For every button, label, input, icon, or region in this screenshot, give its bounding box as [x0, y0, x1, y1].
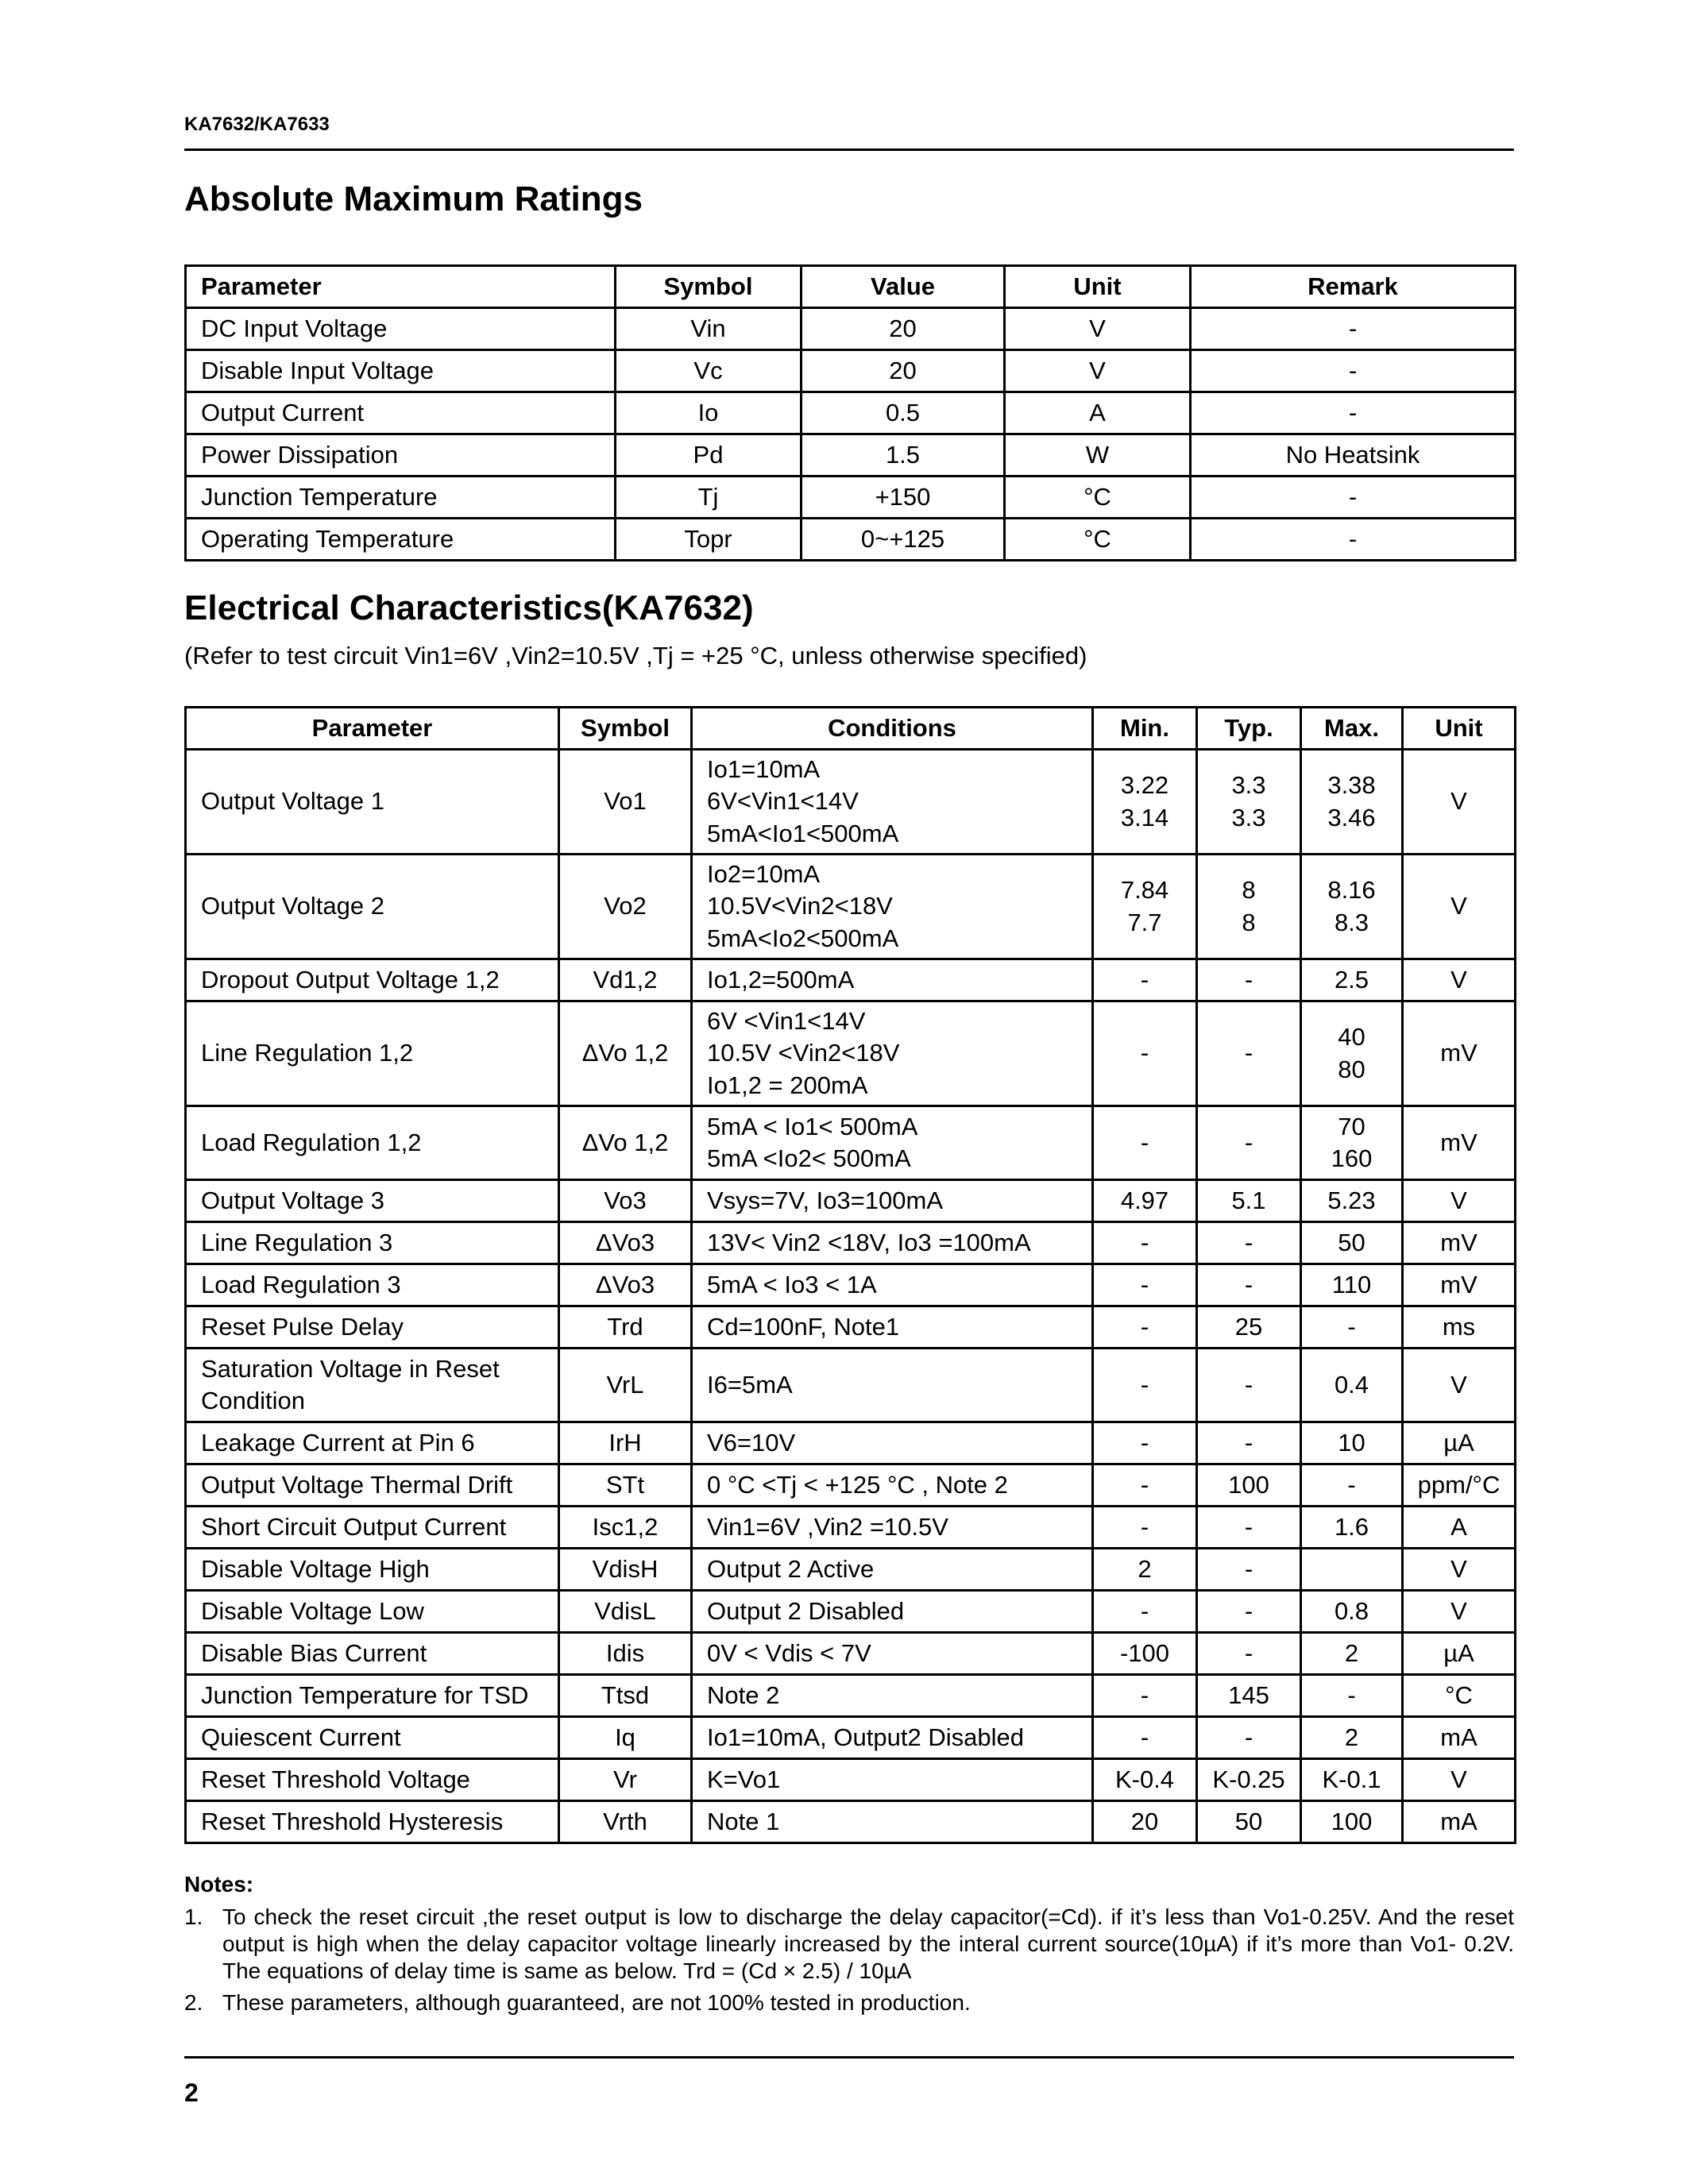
col-header: Symbol	[616, 266, 802, 308]
table-cell: Output Voltage 3	[186, 1180, 559, 1222]
table-cell: -	[1197, 1264, 1301, 1306]
table-cell: 13V< Vin2 <18V, Io3 =100mA	[692, 1222, 1093, 1264]
table-cell: V	[1403, 750, 1516, 855]
table-cell: ΔVo3	[559, 1264, 692, 1306]
table-cell: 4.97	[1093, 1180, 1197, 1222]
table-row	[186, 1001, 1516, 1106]
table-cell: Vsys=7V, Io3=100mA	[692, 1180, 1093, 1222]
table-cell: K=Vo1	[692, 1759, 1093, 1801]
table-cell: µA	[1403, 1422, 1516, 1464]
table-cell: mV	[1403, 1106, 1516, 1180]
table-cell: -	[1197, 1422, 1301, 1464]
table-cell: Ttsd	[559, 1675, 692, 1717]
table-cell: -	[1191, 308, 1516, 350]
table-cell: Io	[616, 392, 802, 434]
col-header: Min.	[1093, 708, 1197, 750]
table-cell: Idis	[559, 1633, 692, 1675]
table-cell: V	[1403, 1180, 1516, 1222]
table-cell: 0.5	[802, 392, 1005, 434]
table-row	[186, 434, 1516, 477]
table-cell: Reset Threshold Voltage	[186, 1759, 559, 1801]
table-cell: 2	[1301, 1717, 1403, 1759]
table-row	[186, 1464, 1516, 1507]
table-cell: 2	[1301, 1633, 1403, 1675]
table-cell: Leakage Current at Pin 6	[186, 1422, 559, 1464]
table-cell: Topr	[616, 519, 802, 561]
table-cell: µA	[1403, 1633, 1516, 1675]
table-cell: 145	[1197, 1675, 1301, 1717]
table-cell: -	[1301, 1306, 1403, 1349]
table-cell: -	[1197, 1549, 1301, 1591]
table-cell: IrH	[559, 1422, 692, 1464]
note-item	[184, 1904, 1514, 1985]
table-cell: 0 °C <Tj < +125 °C , Note 2	[692, 1464, 1093, 1507]
table-cell: Disable Bias Current	[186, 1633, 559, 1675]
table-cell: Load Regulation 3	[186, 1264, 559, 1306]
table-cell: 7.84 7.7	[1093, 855, 1197, 959]
note-text: These parameters, although guaranteed, are not 100% tested in production.	[222, 1990, 971, 2015]
table-cell: I6=5mA	[692, 1349, 1093, 1422]
table-row	[186, 1801, 1516, 1843]
table-cell: Reset Pulse Delay	[186, 1306, 559, 1349]
table-cell: 6V <Vin1<14V 10.5V <Vin2<18V Io1,2 = 200mA	[692, 1001, 1093, 1106]
table-cell: 1.5	[802, 434, 1005, 477]
table-cell: Vd1,2	[559, 959, 692, 1001]
note-number: 2.	[184, 1990, 203, 2015]
col-header: Max.	[1301, 708, 1403, 750]
table-row	[186, 1507, 1516, 1549]
table-cell: -	[1093, 1507, 1197, 1549]
document-header: KA7632/KA7633	[184, 114, 330, 135]
table-cell: V6=10V	[692, 1422, 1093, 1464]
table-cell: Vin	[616, 308, 802, 350]
table-cell: DC Input Voltage	[186, 308, 616, 350]
table-cell: -	[1197, 1222, 1301, 1264]
table-cell: °C	[1005, 477, 1191, 519]
table-cell: 8.16 8.3	[1301, 855, 1403, 959]
table-cell: Quiescent Current	[186, 1717, 559, 1759]
table-cell: Cd=100nF, Note1	[692, 1306, 1093, 1349]
table-cell: Load Regulation 1,2	[186, 1106, 559, 1180]
table-row	[186, 1633, 1516, 1675]
table-cell: Line Regulation 3	[186, 1222, 559, 1264]
table-cell: V	[1403, 1549, 1516, 1591]
table-cell: -	[1191, 519, 1516, 561]
table-cell: 10	[1301, 1422, 1403, 1464]
table-row	[186, 308, 1516, 350]
table-cell: V	[1403, 1349, 1516, 1422]
table-cell: -	[1197, 1349, 1301, 1422]
table-cell: Vin1=6V ,Vin2 =10.5V	[692, 1507, 1093, 1549]
table-cell: Reset Threshold Hysteresis	[186, 1801, 559, 1843]
table-cell: V	[1403, 855, 1516, 959]
footer-rule	[184, 2056, 1514, 2059]
table-row	[186, 1422, 1516, 1464]
table-cell: ΔVo3	[559, 1222, 692, 1264]
table-cell: A	[1403, 1507, 1516, 1549]
table-cell: Note 1	[692, 1801, 1093, 1843]
col-header: Value	[802, 266, 1005, 308]
table-cell: Junction Temperature	[186, 477, 616, 519]
table-cell: -	[1093, 1591, 1197, 1633]
table-cell: V	[1403, 1759, 1516, 1801]
table-row	[186, 1675, 1516, 1717]
table-cell: Output Voltage Thermal Drift	[186, 1464, 559, 1507]
table-cell: 40 80	[1301, 1001, 1403, 1106]
table-cell: Saturation Voltage in Reset Condition	[186, 1349, 559, 1422]
table-cell: -	[1191, 350, 1516, 392]
table-cell: Disable Input Voltage	[186, 350, 616, 392]
col-header: Parameter	[186, 708, 559, 750]
table-cell: 5mA < Io1< 500mA 5mA <Io2< 500mA	[692, 1106, 1093, 1180]
table-cell: Vo1	[559, 750, 692, 855]
table-cell: °C	[1005, 519, 1191, 561]
table-cell: 100	[1301, 1801, 1403, 1843]
table-row	[186, 1222, 1516, 1264]
table-row	[186, 1306, 1516, 1349]
notes-section	[184, 1872, 1514, 2021]
table-cell: Output Current	[186, 392, 616, 434]
table-cell: ms	[1403, 1306, 1516, 1349]
table-cell: -	[1197, 1633, 1301, 1675]
table-cell: -	[1197, 1717, 1301, 1759]
table-cell: Vrth	[559, 1801, 692, 1843]
col-header: Remark	[1191, 266, 1516, 308]
table-cell: mA	[1403, 1717, 1516, 1759]
table-cell: Junction Temperature for TSD	[186, 1675, 559, 1717]
table-cell: 5mA < Io3 < 1A	[692, 1264, 1093, 1306]
table-row	[186, 750, 1516, 855]
col-header: Unit	[1005, 266, 1191, 308]
table-row	[186, 1759, 1516, 1801]
note-text: To check the reset circuit ,the reset output is low to discharge the delay capacitor(=Cd). if it’s less than Vo1-0.25V. And the reset output is high when the delay capacitor voltage linearly increased by the interal current source(10µA) if it’s more than Vo1- 0.2V. The equations of delay time is same as below. Trd = (Cd × 2.5) / 10µA	[222, 1904, 1514, 1983]
table-row	[186, 1349, 1516, 1422]
table-row	[186, 1591, 1516, 1633]
table-cell: 2.5	[1301, 959, 1403, 1001]
elec-char-subtitle: (Refer to test circuit Vin1=6V ,Vin2=10.5V ,Tj = +25 °C, unless otherwise specified)	[184, 642, 1087, 669]
table-cell: Output 2 Active	[692, 1549, 1093, 1591]
table-cell: Output 2 Disabled	[692, 1591, 1093, 1633]
table-cell: Tj	[616, 477, 802, 519]
table-cell: 3.3 3.3	[1197, 750, 1301, 855]
table-cell: Short Circuit Output Current	[186, 1507, 559, 1549]
table-cell: 20	[802, 350, 1005, 392]
table-cell: Vr	[559, 1759, 692, 1801]
table-cell: +150	[802, 477, 1005, 519]
table-cell: 2	[1093, 1549, 1197, 1591]
table-cell: Io1=10mA, Output2 Disabled	[692, 1717, 1093, 1759]
col-header: Parameter	[186, 266, 616, 308]
table-cell: Isc1,2	[559, 1507, 692, 1549]
table-row	[186, 1264, 1516, 1306]
page-number: 2	[184, 2078, 199, 2107]
table-cell: -100	[1093, 1633, 1197, 1675]
table-cell: -	[1301, 1464, 1403, 1507]
table-row	[186, 519, 1516, 561]
table-row	[186, 1717, 1516, 1759]
table-cell: Operating Temperature	[186, 519, 616, 561]
table-cell: mV	[1403, 1264, 1516, 1306]
table-cell: V	[1403, 1591, 1516, 1633]
table-cell: °C	[1403, 1675, 1516, 1717]
table-row	[186, 1180, 1516, 1222]
table-cell: Io1,2=500mA	[692, 959, 1093, 1001]
table-cell: 70 160	[1301, 1106, 1403, 1180]
table-cell: -	[1301, 1675, 1403, 1717]
note-number: 1.	[184, 1904, 203, 1929]
abs-max-title: Absolute Maximum Ratings	[184, 179, 643, 218]
table-cell: K-0.25	[1197, 1759, 1301, 1801]
table-cell: 0.8	[1301, 1591, 1403, 1633]
table-cell: -	[1093, 1464, 1197, 1507]
table-cell	[1301, 1549, 1403, 1591]
table-cell: ppm/°C	[1403, 1464, 1516, 1507]
col-header: Conditions	[692, 708, 1093, 750]
table-row	[186, 1549, 1516, 1591]
table-cell: 20	[1093, 1801, 1197, 1843]
table-cell: ΔVo 1,2	[559, 1001, 692, 1106]
table-cell: -	[1093, 1264, 1197, 1306]
table-cell: Disable Voltage High	[186, 1549, 559, 1591]
table-cell: K-0.4	[1093, 1759, 1197, 1801]
table-cell: 20	[802, 308, 1005, 350]
table-row	[186, 392, 1516, 434]
table-cell: Disable Voltage Low	[186, 1591, 559, 1633]
table-cell: VrL	[559, 1349, 692, 1422]
table-cell: 0~+125	[802, 519, 1005, 561]
table-row	[186, 477, 1516, 519]
table-cell: Output Voltage 2	[186, 855, 559, 959]
table-cell: K-0.1	[1301, 1759, 1403, 1801]
table-cell: -	[1093, 1422, 1197, 1464]
table-row	[186, 350, 1516, 392]
table-cell: Note 2	[692, 1675, 1093, 1717]
table-cell: 50	[1197, 1801, 1301, 1843]
table-cell: -	[1093, 1001, 1197, 1106]
table-cell: A	[1005, 392, 1191, 434]
col-header: Typ.	[1197, 708, 1301, 750]
table-cell: mA	[1403, 1801, 1516, 1843]
table-cell: Vc	[616, 350, 802, 392]
table-cell: -	[1197, 1106, 1301, 1180]
table-cell: -	[1197, 1507, 1301, 1549]
note-item	[184, 1989, 1514, 2016]
table-cell: mV	[1403, 1001, 1516, 1106]
col-header: Unit	[1403, 708, 1516, 750]
table-cell: No Heatsink	[1191, 434, 1516, 477]
table-cell: -	[1093, 1222, 1197, 1264]
table-cell: mV	[1403, 1222, 1516, 1264]
table-cell: 1.6	[1301, 1507, 1403, 1549]
notes-title: Notes:	[184, 1872, 254, 1897]
table-cell: 0.4	[1301, 1349, 1403, 1422]
table-cell: 110	[1301, 1264, 1403, 1306]
table-cell: -	[1093, 1106, 1197, 1180]
table-cell: ΔVo 1,2	[559, 1106, 692, 1180]
table-cell: -	[1191, 392, 1516, 434]
table-cell: -	[1197, 1591, 1301, 1633]
col-header: Symbol	[559, 708, 692, 750]
table-cell: Dropout Output Voltage 1,2	[186, 959, 559, 1001]
table-row	[186, 855, 1516, 959]
table-cell: 100	[1197, 1464, 1301, 1507]
table-cell: Trd	[559, 1306, 692, 1349]
table-cell: 3.22 3.14	[1093, 750, 1197, 855]
table-cell: STt	[559, 1464, 692, 1507]
table-cell: 8 8	[1197, 855, 1301, 959]
table-cell: 50	[1301, 1222, 1403, 1264]
table-cell: Io1=10mA 6V<Vin1<14V 5mA<Io1<500mA	[692, 750, 1093, 855]
table-cell: -	[1093, 1675, 1197, 1717]
table-cell: Line Regulation 1,2	[186, 1001, 559, 1106]
table-cell: W	[1005, 434, 1191, 477]
table-cell: -	[1093, 1349, 1197, 1422]
elec-char-table	[184, 706, 1516, 1844]
table-cell: Output Voltage 1	[186, 750, 559, 855]
table-cell: Vo2	[559, 855, 692, 959]
abs-max-header-row	[186, 266, 1516, 308]
table-cell: VdisH	[559, 1549, 692, 1591]
table-cell: -	[1093, 959, 1197, 1001]
table-cell: -	[1197, 1001, 1301, 1106]
table-cell: 3.38 3.46	[1301, 750, 1403, 855]
table-cell: 25	[1197, 1306, 1301, 1349]
table-cell: V	[1005, 350, 1191, 392]
table-row	[186, 959, 1516, 1001]
table-row	[186, 1106, 1516, 1180]
table-cell: Io2=10mA 10.5V<Vin2<18V 5mA<Io2<500mA	[692, 855, 1093, 959]
table-cell: Iq	[559, 1717, 692, 1759]
table-cell: 0V < Vdis < 7V	[692, 1633, 1093, 1675]
header-rule	[184, 149, 1514, 151]
elec-char-title: Electrical Characteristics(KA7632)	[184, 588, 754, 627]
abs-max-table	[184, 264, 1516, 561]
table-cell: -	[1093, 1717, 1197, 1759]
table-cell: V	[1005, 308, 1191, 350]
table-cell: VdisL	[559, 1591, 692, 1633]
table-cell: 5.1	[1197, 1180, 1301, 1222]
table-cell: Power Dissipation	[186, 434, 616, 477]
table-cell: -	[1191, 477, 1516, 519]
table-cell: 5.23	[1301, 1180, 1403, 1222]
table-cell: Vo3	[559, 1180, 692, 1222]
table-cell: -	[1197, 959, 1301, 1001]
table-cell: -	[1093, 1306, 1197, 1349]
elec-header-row	[186, 708, 1516, 750]
table-cell: V	[1403, 959, 1516, 1001]
table-cell: Pd	[616, 434, 802, 477]
